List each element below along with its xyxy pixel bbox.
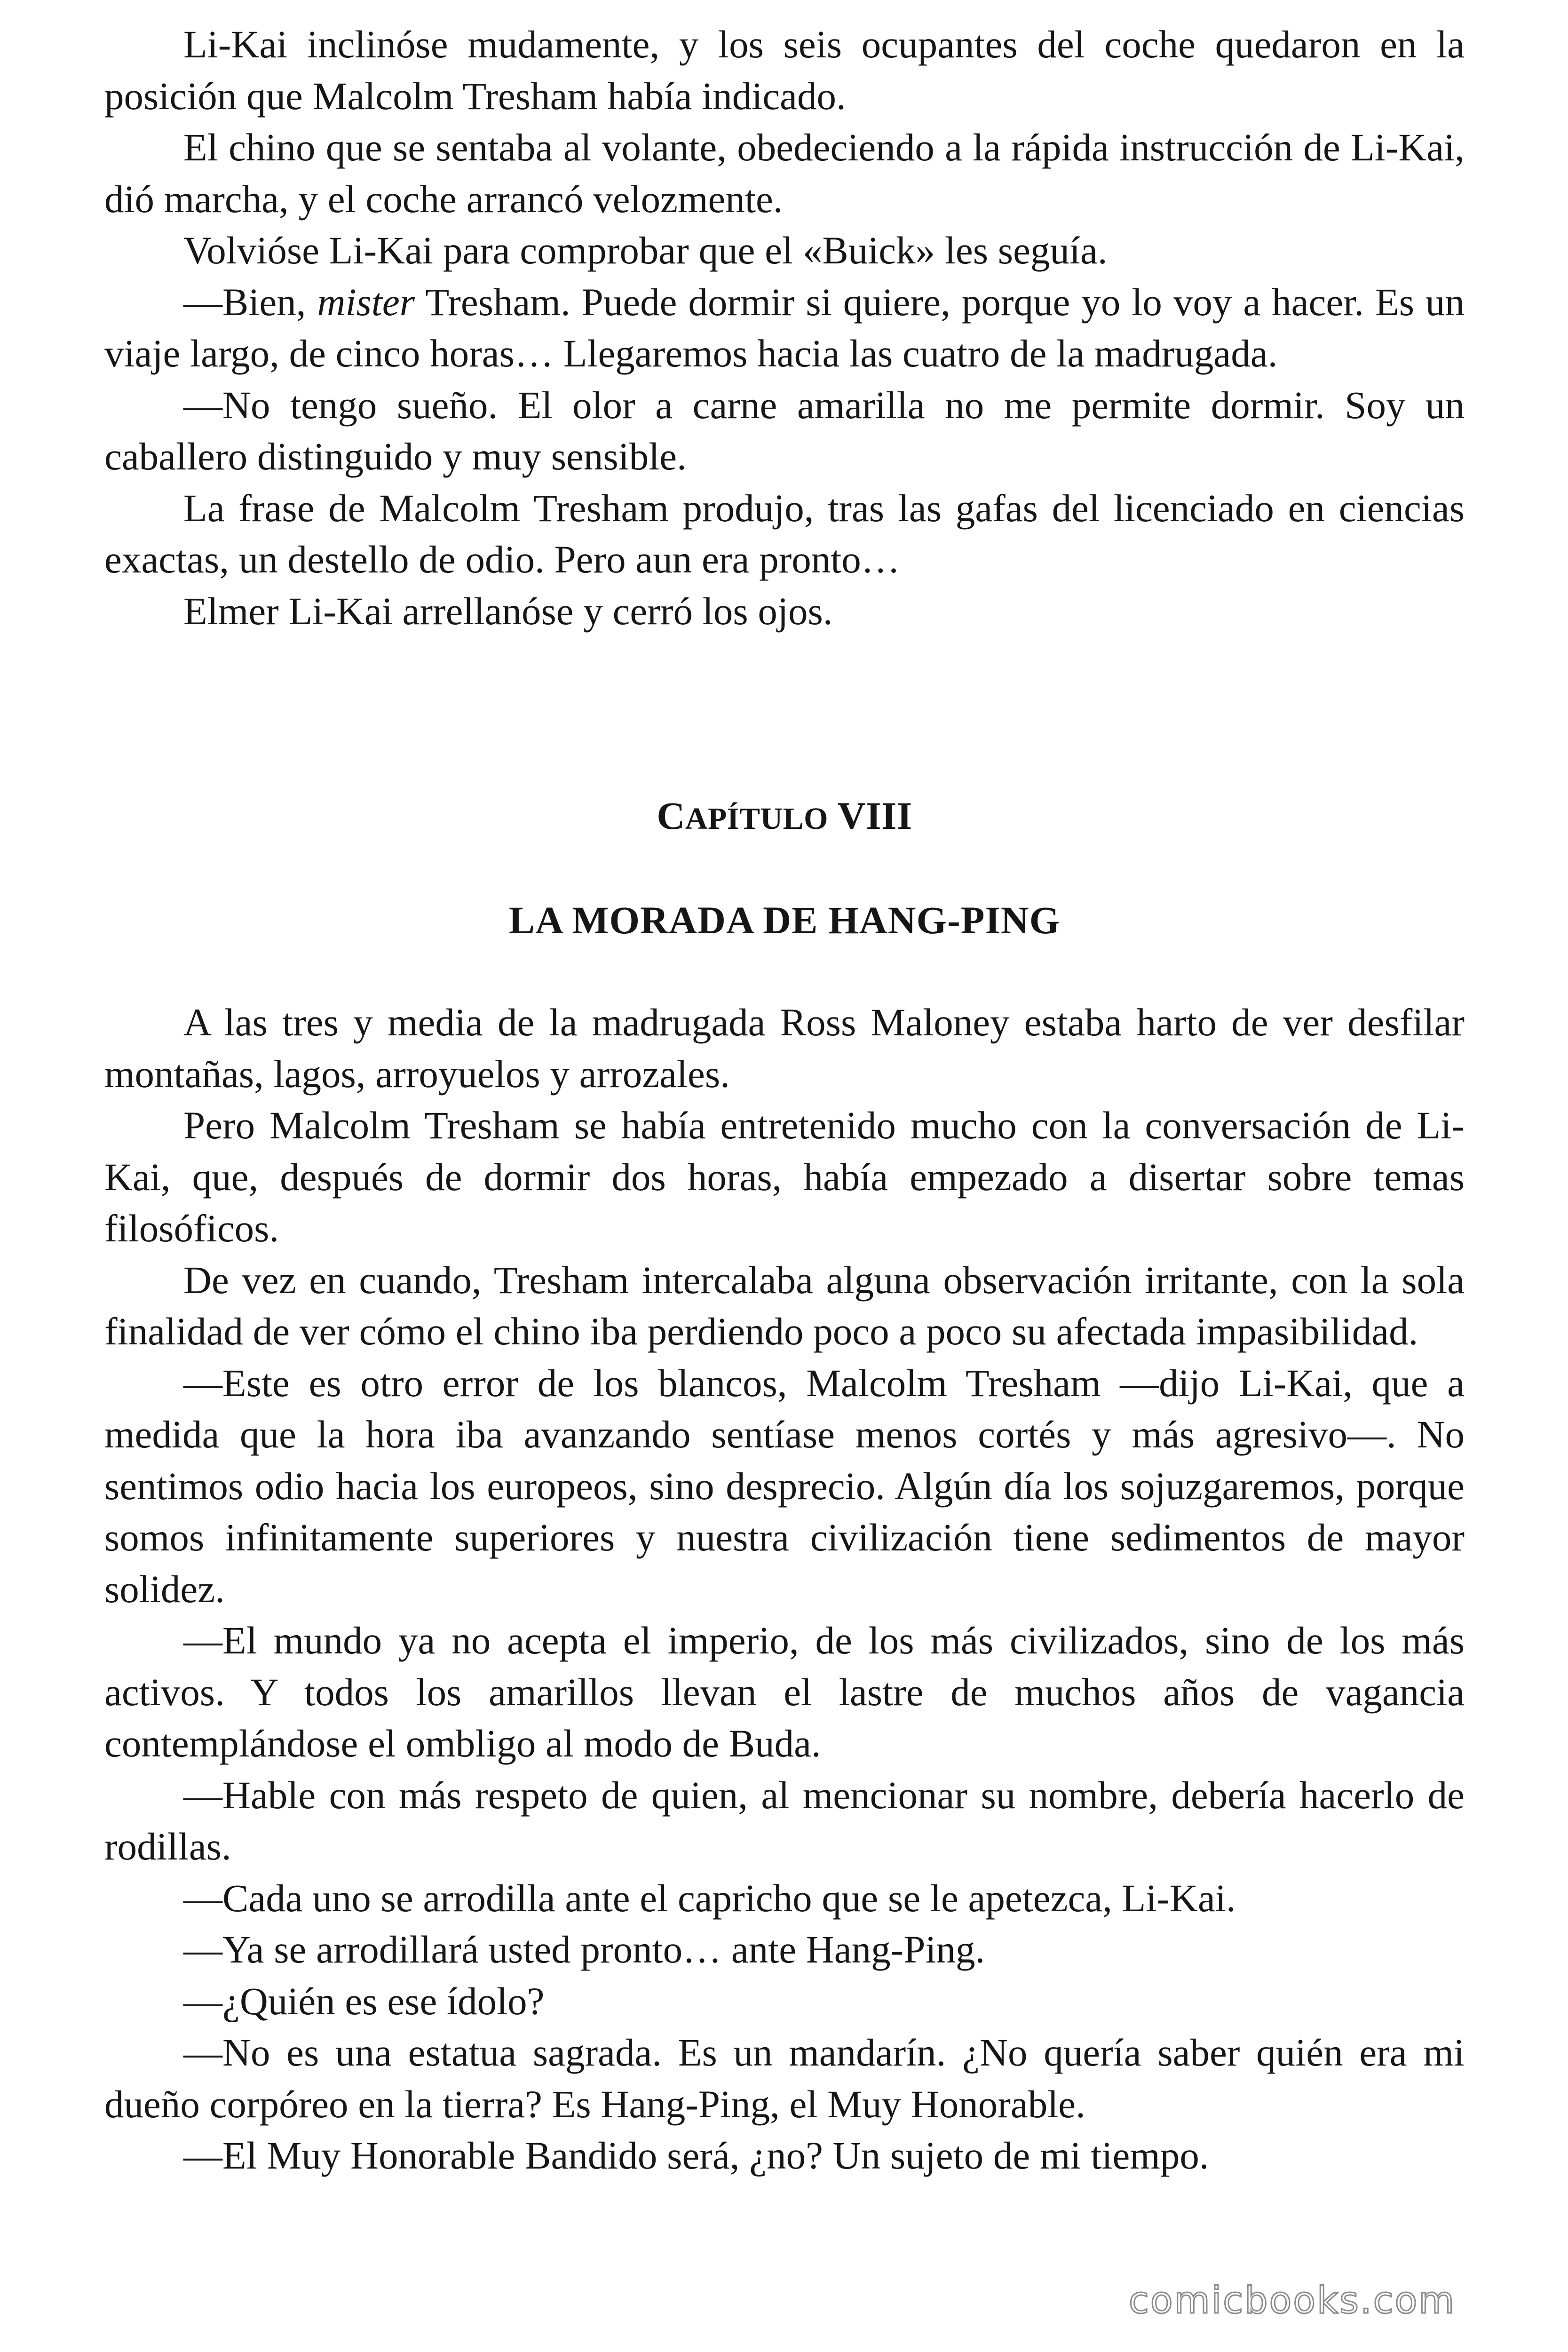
paragraph: El chino que se sentaba al volante, obedeciendo a la rápida instrucción de Li-Kai, dió marcha, y el coche arrancó velozmente. (104, 126, 1465, 221)
paragraph: Pero Malcolm Tresham se había entretenido mucho con la conversación de Li-Kai, que, después de dormir dos horas, había empezado a disertar sobre temas filosóficos. (104, 1104, 1465, 1250)
italic-word: mister (317, 280, 415, 324)
chapter-number: VIII (828, 794, 912, 837)
paragraph: Volvióse Li-Kai para comprobar que el «Buick» les seguía. (183, 229, 1108, 272)
book-page (104, 19, 1465, 2182)
paragraph: —El mundo ya no acepta el imperio, de los más civilizados, sino de los más activos. Y todos los amarillos llevan el lastre de muchos años de vagancia contemplándose el ombligo al modo de Buda. (104, 1619, 1465, 1765)
subtitle-spacer (104, 946, 1465, 997)
paragraph: A las tres y media de la madrugada Ross Maloney estaba harto de ver desfilar montañas, lagos, arroyuelos y arrozales. (104, 1001, 1465, 1096)
paragraph: —El Muy Honorable Bandido será, ¿no? Un sujeto de mi tiempo. (183, 2134, 1209, 2177)
paragraph: Li-Kai inclinóse mudamente, y los seis ocupantes del coche quedaron en la posición que Malcolm Tresham había indicado. (104, 23, 1465, 118)
chapter-title (104, 790, 1465, 845)
paragraph: —Ya se arrodillará usted pronto… ante Hang-Ping. (183, 1928, 985, 1971)
chapter-title-initial: C (657, 794, 685, 837)
paragraph: —No es una estatua sagrada. Es un mandarín. ¿No quería saber quién era mi dueño corpóreo en la tierra? Es Hang-Ping, el Muy Honorable. (104, 2031, 1465, 2126)
paragraph: —¿Quién es ese ídolo? (183, 1979, 545, 2023)
paragraph: —Hable con más respeto de quien, al mencionar su nombre, debería hacerlo de rodillas. (104, 1773, 1465, 1868)
title-spacer (104, 845, 1465, 895)
paragraph: La frase de Malcolm Tresham produjo, tras las gafas del licenciado en ciencias exactas, un destello de odio. Pero aun era pronto… (104, 486, 1465, 581)
paragraph: Elmer Li-Kai arrellanóse y cerró los ojos. (183, 589, 833, 633)
paragraph: —No tengo sueño. El olor a carne amarilla no me permite dormir. Soy un caballero distinguido y muy sensible. (104, 383, 1465, 478)
text-span: —Bien, (183, 280, 317, 324)
chapter-subtitle: LA MORADA DE HANG-PING (508, 898, 1061, 942)
section-spacer (104, 637, 1465, 790)
paragraph: —Este es otro error de los blancos, Malcolm Tresham —dijo Li-Kai, que a medida que la hora iba avanzando sentíase menos cortés y más agresivo—. No sentimos odio hacia los europeos, sino desprecio. Algún día los sojuzgaremos, porque somos infinitamente superiores y nuestra civilización tiene sedimentos de mayor solidez. (104, 1361, 1465, 1611)
watermark: comicbooks.com (1129, 2280, 1456, 2322)
paragraph: De vez en cuando, Tresham intercalaba alguna observación irritante, con la sola finalidad de ver cómo el chino iba perdiendo poco a poco su afectada impasibilidad. (104, 1258, 1465, 1353)
paragraph-with-italic (104, 277, 1465, 380)
paragraph: —Cada uno se arrodilla ante el capricho que se le apetezca, Li-Kai. (183, 1876, 1236, 1920)
chapter-title-smallcaps: APÍTULO (685, 802, 829, 836)
text-span: Tresham. Puede dormir si quiere, porque yo lo voy a hacer. Es un viaje largo, de cinco horas… Llegaremos hacia las cuatro de la madrugada. (104, 280, 1465, 375)
